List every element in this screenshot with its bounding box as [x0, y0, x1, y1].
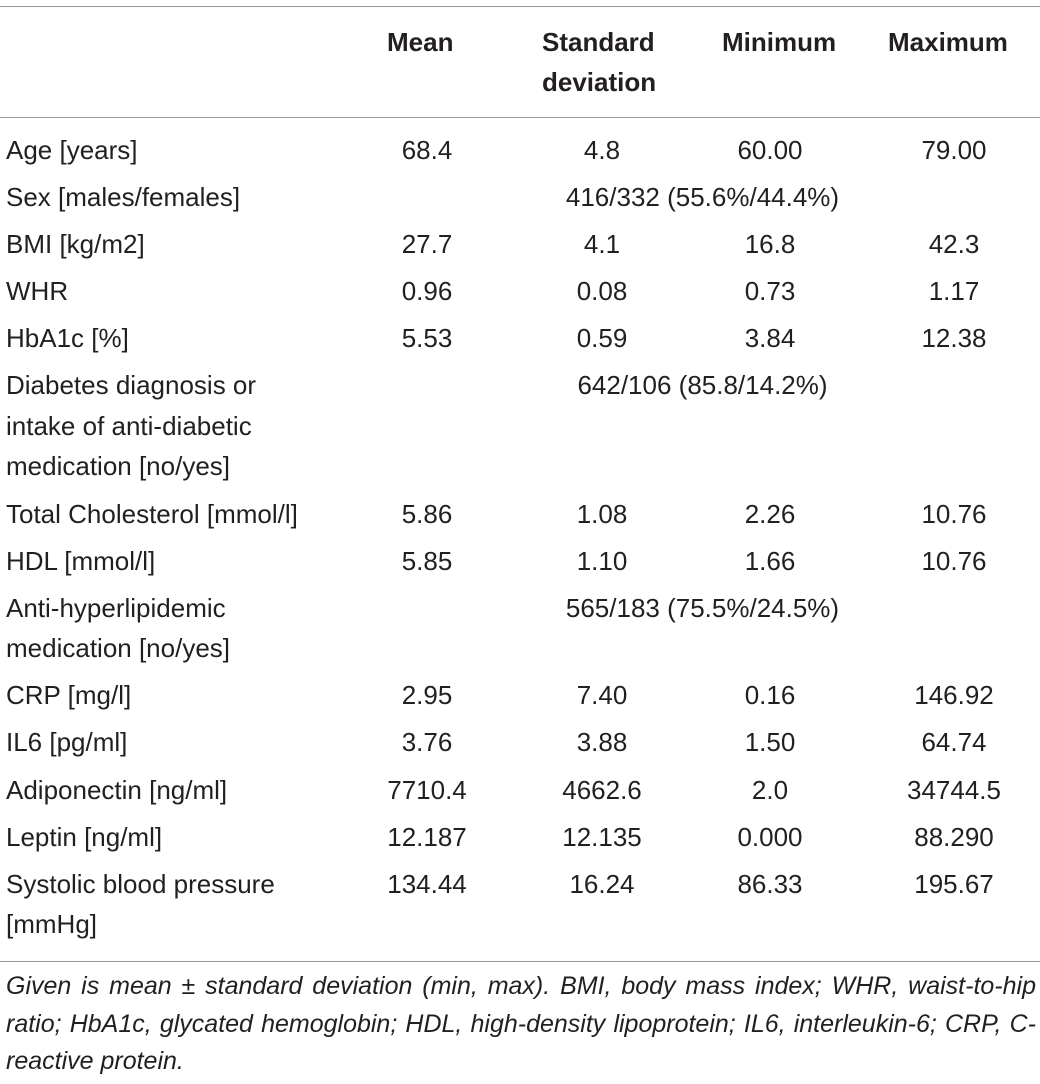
row-label: Leptin [ng/ml] [6, 821, 163, 852]
table-row [0, 224, 1040, 271]
row-label: IL6 [pg/ml] [6, 727, 128, 758]
cell-mean: 27.7 [401, 229, 453, 260]
row-count-summary: 642/106 (85.8/14.2%) [577, 370, 828, 401]
cell-minimum: 2.26 [744, 498, 796, 529]
cell-minimum: 1.66 [744, 545, 796, 576]
cell-standard-deviation: 7.40 [576, 680, 628, 711]
cell-mean: 5.53 [401, 323, 453, 354]
cell-standard-deviation: 4.1 [583, 229, 621, 260]
cell-mean: 68.4 [401, 135, 453, 165]
row-label: BMI [kg/m2] [6, 229, 145, 260]
table-footnote: Given is mean ± standard deviation (min, max). BMI, body mass index; WHR, waist-to-hip ratio; HbA1c, glycated hemoglobin; HDL, high-density lipoprotein; IL6, interleukin-6; CRP, C-reactive protein. [6, 972, 1036, 1075]
cell-mean: 7710.4 [387, 774, 467, 805]
cell-mean: 134.44 [387, 868, 467, 899]
table-row [0, 177, 1040, 224]
row-label: Sex [males/females] [6, 182, 241, 213]
cell-minimum: 86.33 [737, 868, 803, 899]
header-maximum: Maximum [888, 27, 1008, 57]
table-row [0, 675, 1040, 722]
row-label: CRP [mg/l] [6, 680, 132, 711]
table-row [0, 271, 1040, 318]
cell-minimum: 3.84 [744, 323, 796, 354]
cell-maximum: 146.92 [914, 680, 994, 711]
header-minimum: Minimum [722, 27, 837, 57]
table-row [0, 365, 1040, 493]
cell-maximum: 42.3 [928, 229, 980, 260]
table-row [0, 588, 1040, 676]
row-label: Total Cholesterol [mmol/l] [6, 498, 298, 529]
table-row [0, 541, 1040, 588]
header-mean: Mean [387, 27, 454, 57]
row-count-summary: 565/183 (75.5%/24.5%) [565, 592, 840, 623]
cell-minimum: 0.000 [737, 821, 803, 852]
cell-maximum: 195.67 [914, 868, 994, 899]
cell-mean: 3.76 [401, 727, 453, 758]
cell-minimum: 0.73 [744, 276, 796, 307]
cell-minimum: 2.0 [751, 774, 789, 805]
cell-standard-deviation: 4662.6 [562, 774, 642, 805]
cell-mean: 12.187 [387, 821, 467, 852]
cell-standard-deviation: 16.24 [569, 868, 635, 899]
row-label: WHR [6, 276, 69, 307]
table-row [0, 494, 1040, 541]
cell-maximum: 34744.5 [907, 774, 1001, 805]
cell-standard-deviation: 0.08 [576, 276, 628, 307]
cell-mean: 2.95 [401, 680, 453, 711]
cell-maximum: 1.17 [928, 276, 980, 307]
row-label: Anti-hyperlipidemic medication [no/yes] [6, 592, 231, 664]
row-label: Adiponectin [ng/ml] [6, 774, 228, 805]
header-standard-deviation: Standard deviation [542, 27, 657, 97]
table-row [0, 318, 1040, 365]
cell-maximum: 10.76 [921, 545, 987, 576]
cell-standard-deviation: 4.8 [583, 135, 621, 165]
cell-maximum: 79.00 [921, 135, 987, 165]
table-row [0, 770, 1040, 817]
cell-mean: 5.85 [401, 545, 453, 576]
cell-standard-deviation: 1.08 [576, 498, 628, 529]
cell-standard-deviation: 0.59 [576, 323, 628, 354]
cell-standard-deviation: 12.135 [562, 821, 642, 852]
table-row [0, 722, 1040, 769]
cell-minimum: 60.00 [737, 135, 803, 165]
table-body [0, 130, 1040, 951]
table-top-rule [0, 6, 1040, 7]
cell-maximum: 10.76 [921, 498, 987, 529]
row-label: Age [years] [6, 135, 138, 165]
row-label: Diabetes diagnosis or intake of anti-diabetic medication [no/yes] [6, 370, 257, 482]
table-header-rule [0, 117, 1040, 118]
row-label: HbA1c [%] [6, 323, 129, 354]
row-label: Systolic blood pressure [mmHg] [6, 868, 275, 940]
cell-maximum: 64.74 [921, 727, 987, 758]
row-count-summary: 416/332 (55.6%/44.4%) [565, 182, 840, 213]
cell-mean: 5.86 [401, 498, 453, 529]
cell-standard-deviation: 1.10 [576, 545, 628, 576]
table-row [0, 817, 1040, 864]
table-bottom-rule [0, 961, 1040, 962]
cell-minimum: 0.16 [744, 680, 796, 711]
cell-minimum: 1.50 [744, 727, 796, 758]
table-row [0, 864, 1040, 952]
cell-minimum: 16.8 [744, 229, 796, 260]
cell-maximum: 88.290 [914, 821, 994, 852]
cell-standard-deviation: 3.88 [576, 727, 628, 758]
cell-maximum: 12.38 [921, 323, 987, 354]
cell-mean: 0.96 [401, 276, 453, 307]
row-label: HDL [mmol/l] [6, 545, 156, 576]
table-row [0, 130, 1040, 177]
